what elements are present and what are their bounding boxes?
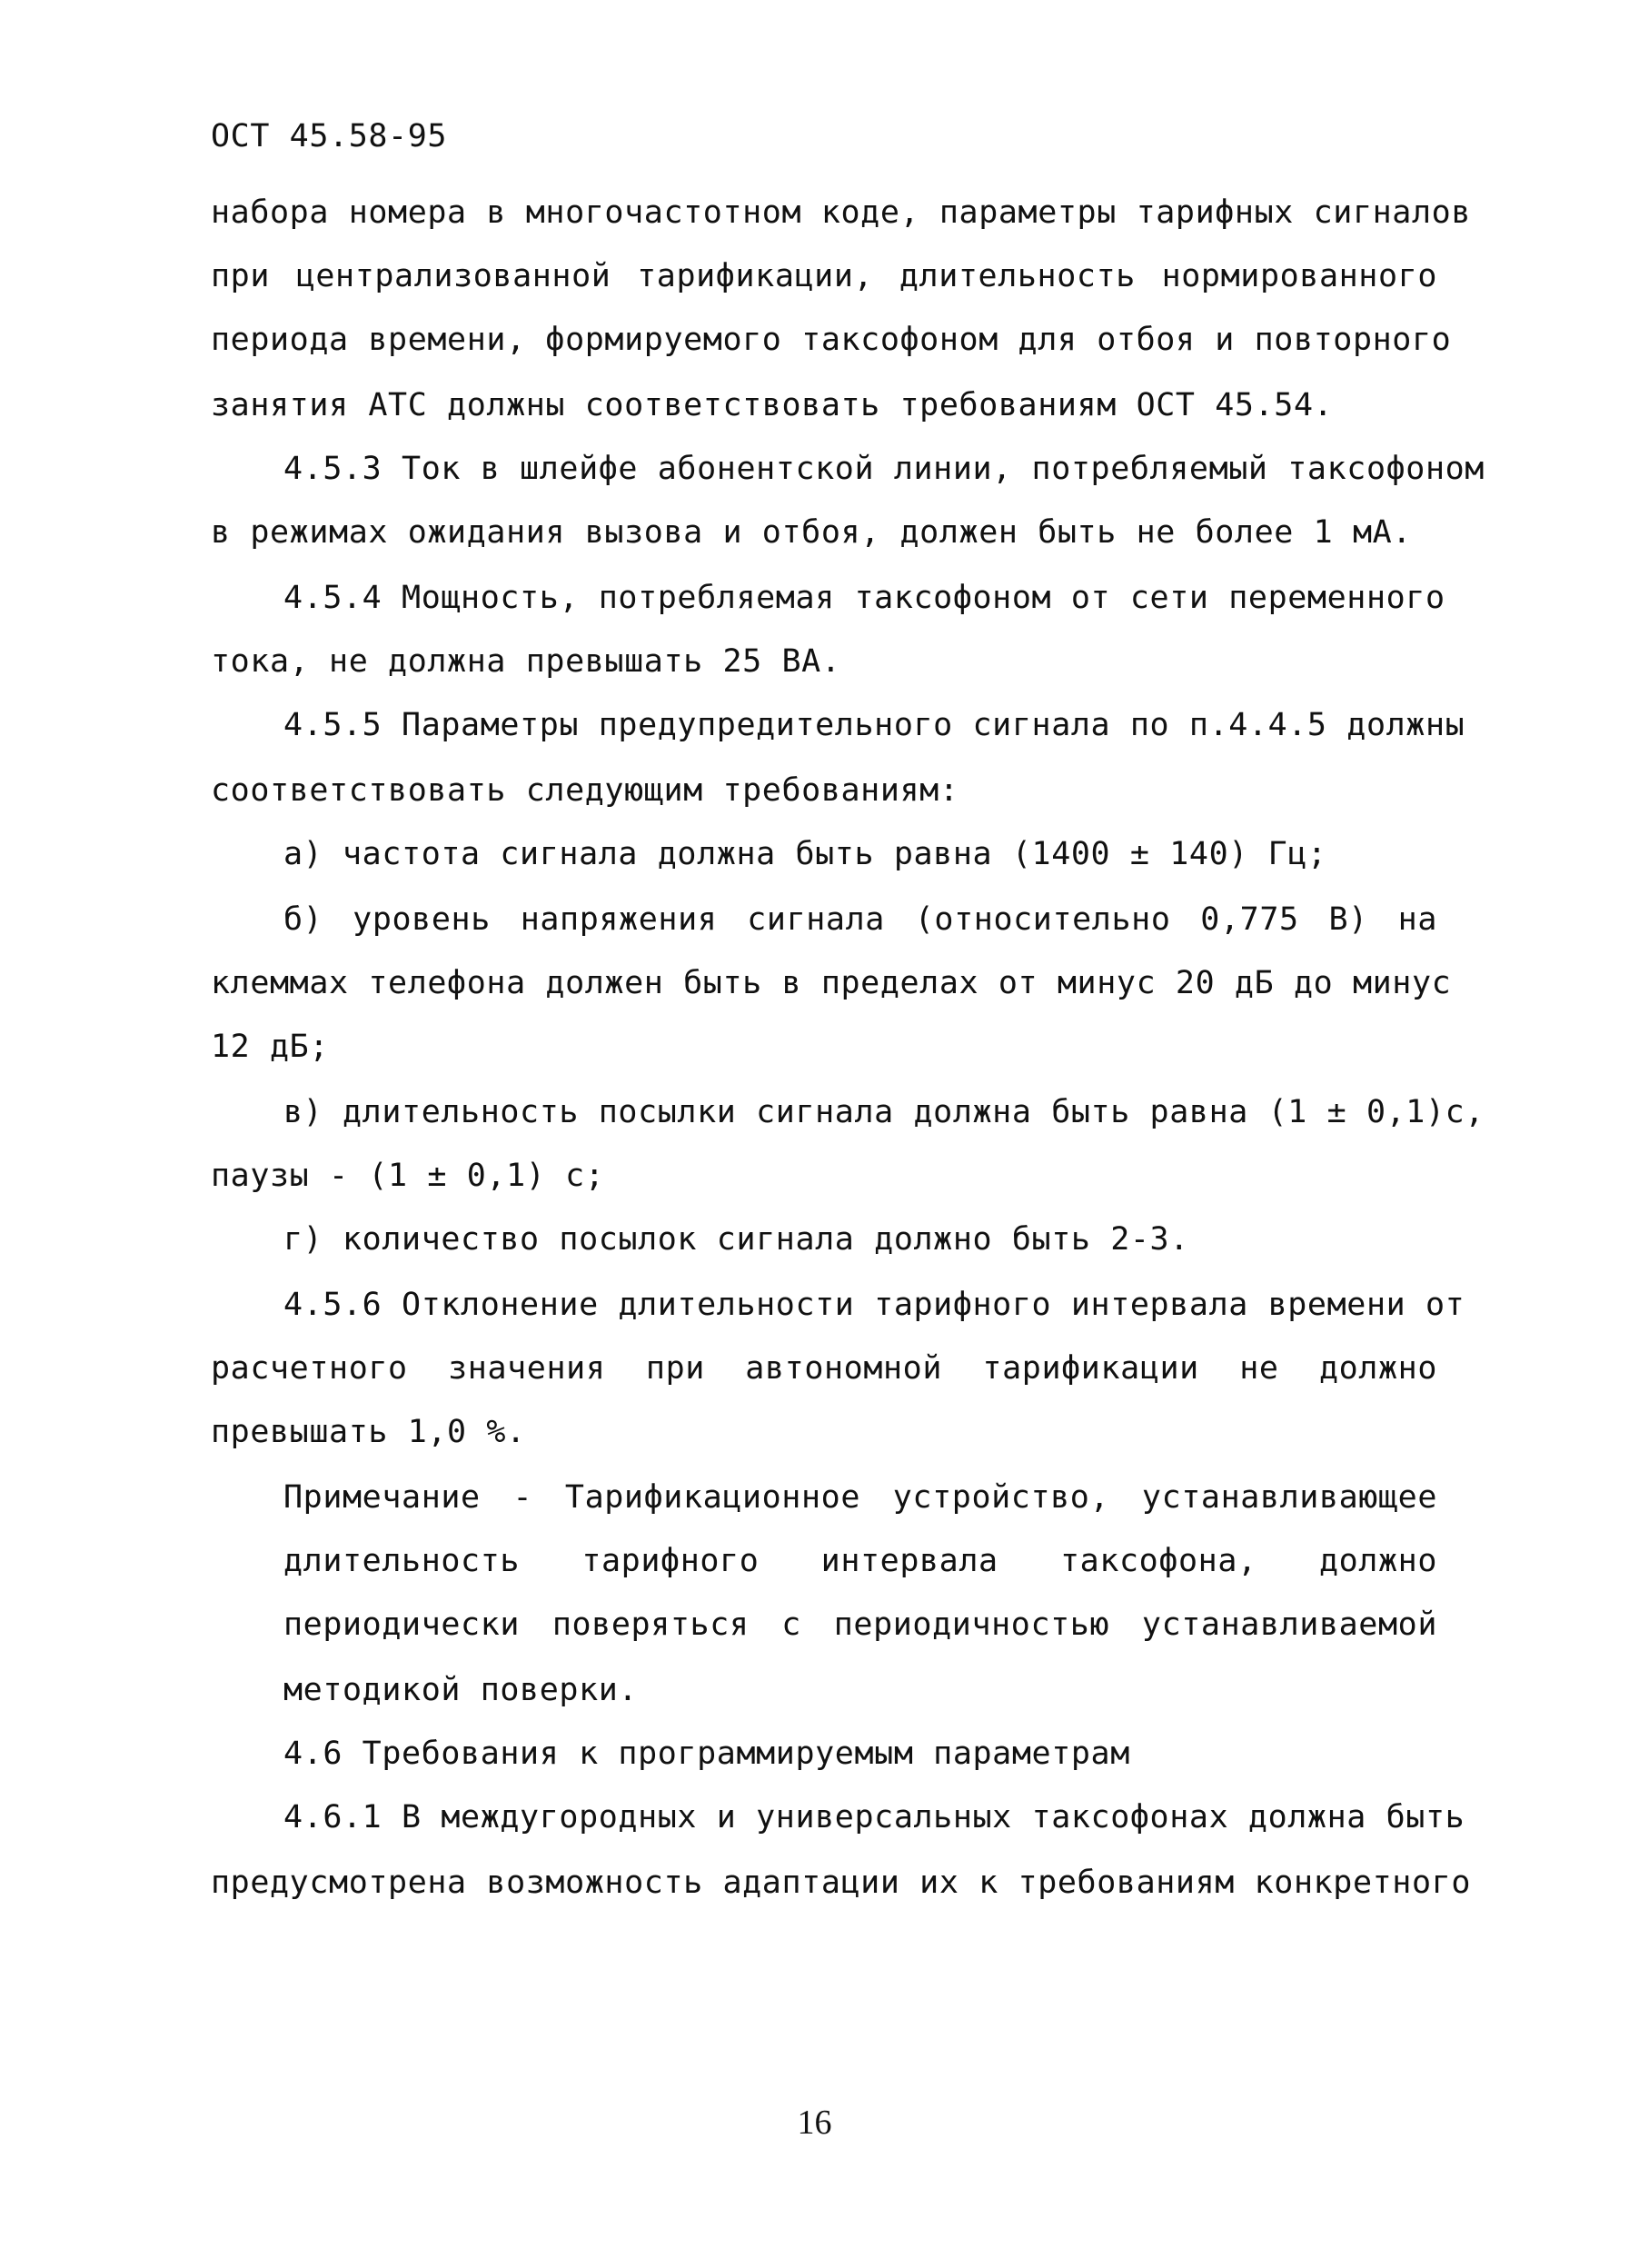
list-item: б) уровень напряжения сигнала (относительно 0,775 В) на <box>283 901 1437 938</box>
text-line: при централизованной тарификации, длительность нормированного <box>211 258 1437 294</box>
text-line: клеммах телефона должен быть в пределах от минус 20 дБ до минус <box>211 965 1452 1001</box>
list-item: г) количество посылок сигнала должно быть 2-3. <box>283 1221 1189 1258</box>
text-line: 4.5.6 Отклонение длительности тарифного интервала времени от <box>283 1287 1465 1323</box>
text-line: периода времени, формируемого таксофоном для отбоя и повторного <box>211 322 1452 358</box>
text-line: паузы - (1 ± 0,1) с; <box>211 1158 605 1194</box>
text-line: расчетного значения при автономной тарификации не должно <box>211 1350 1437 1387</box>
text-line: 4.5.5 Параметры предупредительного сигнала по п.4.4.5 должны <box>283 707 1465 743</box>
text-line: соответствовать следующим требованиям: <box>211 772 959 809</box>
page-number: 16 <box>797 2104 832 2142</box>
text-line: превышать 1,0 %. <box>211 1414 526 1450</box>
note-line: методикой поверки. <box>283 1672 639 1708</box>
note-line: длительность тарифного интервала таксофона, должно <box>283 1543 1437 1579</box>
section-heading: 4.6 Требования к программируемым параметрам <box>283 1736 1130 1772</box>
note-line: периодически поверяться с периодичностью устанавливаемой <box>283 1606 1437 1643</box>
text-line: тока, не должна превышать 25 ВА. <box>211 643 841 680</box>
text-line: 4.5.3 Ток в шлейфе абонентской линии, потребляемый таксофоном <box>283 451 1485 487</box>
note-line: Примечание - Тарификационное устройство, устанавливающее <box>283 1479 1437 1516</box>
text-line: 4.6.1 В междугородных и универсальных таксофонах должна быть <box>283 1799 1465 1835</box>
text-line: 12 дБ; <box>211 1029 330 1065</box>
text-line: предусмотрена возможность адаптации их к требованиям конкретного <box>211 1865 1471 1901</box>
text-line: набора номера в многочастотном коде, параметры тарифных сигналов <box>211 194 1471 231</box>
text-line: 4.5.4 Мощность, потребляемая таксофоном от сети переменного <box>283 580 1445 616</box>
text-line: занятия АТС должны соответствовать требованиям ОСТ 45.54. <box>211 387 1334 423</box>
header-doc-code: ОСТ 45.58-95 <box>211 118 448 154</box>
list-item: а) частота сигнала должна быть равна (1400 ± 140) Гц; <box>283 836 1327 872</box>
text-line: в режимах ожидания вызова и отбоя, должен быть не более 1 мА. <box>211 514 1412 551</box>
list-item: в) длительность посылки сигнала должна быть равна (1 ± 0,1)с, <box>283 1094 1485 1130</box>
